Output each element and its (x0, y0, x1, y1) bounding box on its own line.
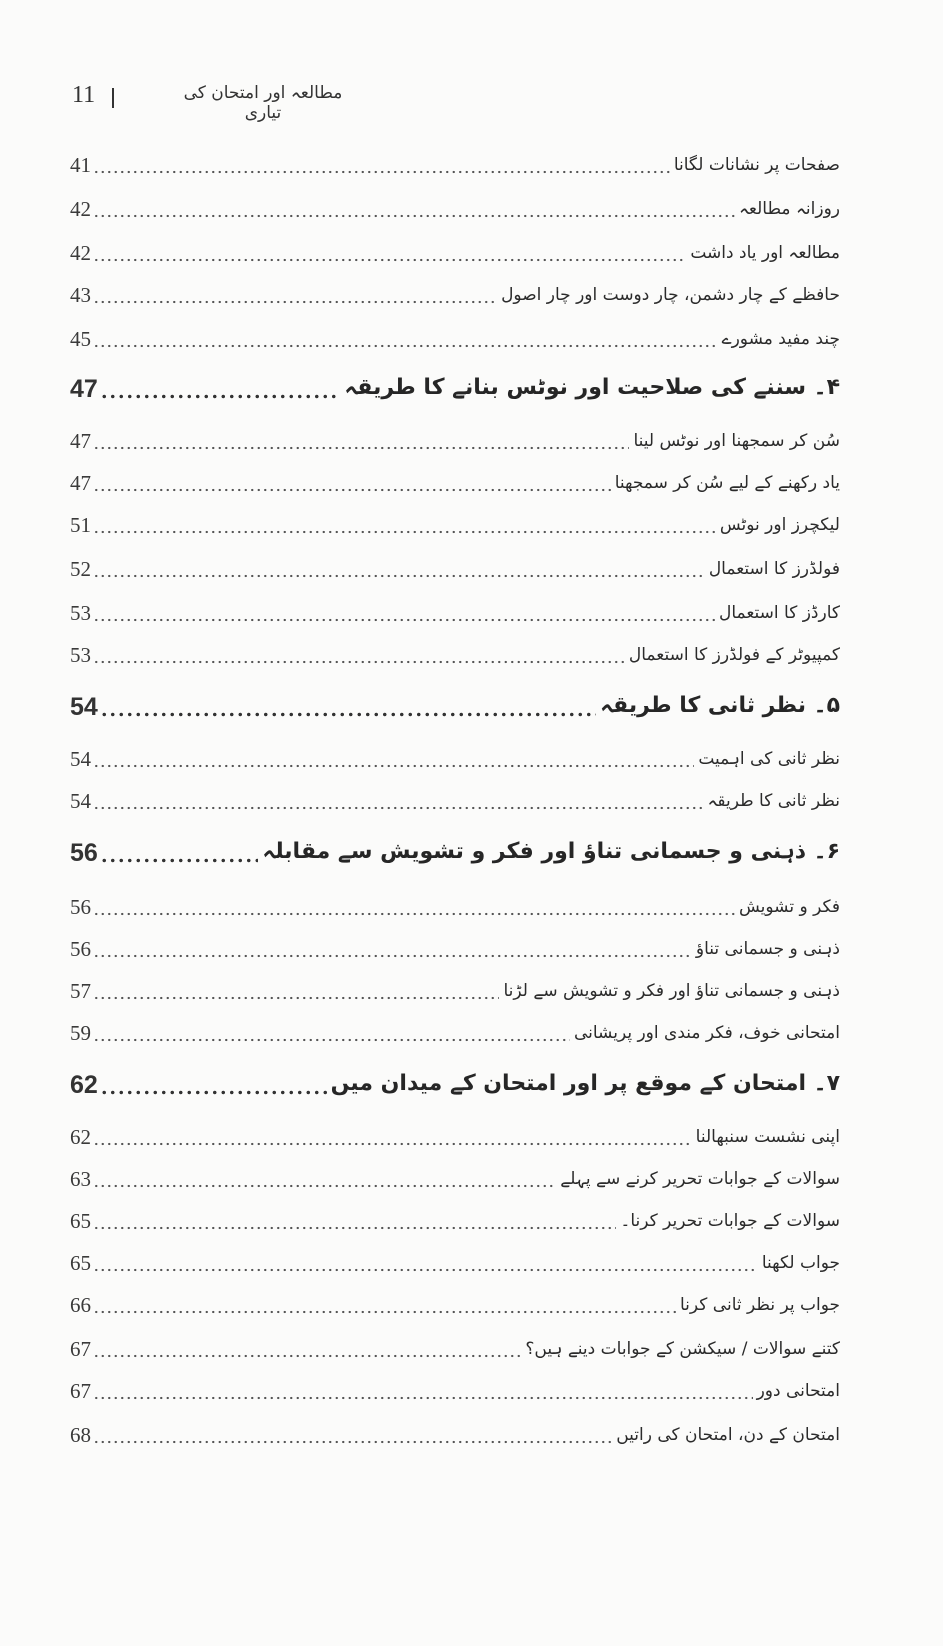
entry-title: کتنے سوالات / سیکشن کے جوابات دینے ہیں؟ (525, 1339, 840, 1360)
entry-title: فولڈرز کا استعمال (708, 559, 840, 580)
dot-leader (93, 938, 692, 958)
entry-title: فکر و تشویش (739, 897, 840, 918)
toc-entry[interactable] (70, 966, 840, 1006)
toc-entry[interactable] (70, 140, 840, 180)
toc-page-number: 54 (70, 747, 91, 771)
toc-chapter-heading[interactable] (70, 684, 840, 724)
toc-chapter-heading[interactable] (70, 830, 840, 870)
dot-leader (93, 430, 629, 450)
dot-leader (93, 1294, 676, 1314)
dot-leader (93, 198, 735, 218)
dot-leader (93, 242, 686, 262)
dot-leader (93, 1022, 570, 1042)
toc-page-number: 56 (70, 839, 98, 867)
dot-leader (93, 602, 715, 622)
dot-leader (93, 558, 705, 578)
entry-title: نظر ثانی کا طریقہ (707, 791, 840, 812)
toc-entry[interactable] (70, 1008, 840, 1048)
toc-entry[interactable] (70, 1280, 840, 1320)
toc-page-number: 53 (70, 601, 91, 625)
dot-leader (93, 1338, 521, 1358)
chapter-title: ۵۔ نظر ثانی کا طریقہ (600, 693, 840, 719)
entry-title: ذہنی و جسمانی تناؤ اور فکر و تشویش سے لڑنا (503, 981, 840, 1002)
dot-leader (93, 980, 499, 1000)
toc-page-number: 53 (70, 643, 91, 667)
toc-entry[interactable] (70, 1238, 840, 1278)
entry-title: کمپیوٹر کے فولڈرز کا استعمال (628, 645, 840, 666)
dot-leader (93, 1210, 616, 1230)
toc-page-number: 47 (70, 375, 98, 403)
toc-entry[interactable] (70, 588, 840, 628)
toc-page-number: 52 (70, 557, 91, 581)
toc-page-number: 68 (70, 1423, 91, 1447)
toc-entry[interactable] (70, 1410, 840, 1450)
toc-page-number: 67 (70, 1337, 91, 1361)
toc-entry[interactable] (70, 1196, 840, 1236)
entry-title: حافظے کے چار دشمن، چار دوست اور چار اصول (501, 285, 840, 306)
dot-leader (93, 644, 625, 664)
toc-page-number: 41 (70, 153, 91, 177)
toc-page-number: 43 (70, 283, 91, 307)
toc-entry[interactable] (70, 314, 840, 354)
toc-page-number: 65 (70, 1251, 91, 1275)
toc-page-number: 59 (70, 1021, 91, 1045)
toc-entry[interactable] (70, 882, 840, 922)
entry-title: کارڈز کا استعمال (718, 603, 840, 624)
toc-page-number: 56 (70, 937, 91, 961)
entry-title: سوالات کے جوابات تحریر کرنے سے پہلے (560, 1169, 840, 1190)
chapter-title: ۷۔ امتحان کے موقع پر اور امتحان کے میدان میں (330, 1071, 840, 1097)
toc-page-number: 66 (70, 1293, 91, 1317)
toc-entry[interactable] (70, 1366, 840, 1406)
toc-entry[interactable] (70, 270, 840, 310)
toc-chapter-heading[interactable] (70, 366, 840, 406)
toc-entry[interactable] (70, 630, 840, 670)
chapter-title: ۴۔ سننے کی صلاحیت اور نوٹس بنانے کا طریقہ (344, 375, 840, 401)
toc-page-number: 67 (70, 1379, 91, 1403)
dot-leader (93, 154, 670, 174)
toc-page-number: 42 (70, 197, 91, 221)
page-number: 11 (72, 82, 96, 108)
toc-page-number: 45 (70, 327, 91, 351)
dot-leader (93, 514, 716, 534)
dot-leader (93, 1380, 753, 1400)
toc-entry[interactable] (70, 184, 840, 224)
page-header (0, 82, 943, 123)
dot-leader (100, 379, 341, 399)
toc-entry[interactable] (70, 1154, 840, 1194)
entry-title: جواب لکھنا (761, 1253, 840, 1274)
toc-entry[interactable] (70, 1112, 840, 1152)
entry-title: اپنی نشست سنبھالنا (695, 1127, 840, 1148)
toc-page-number: 57 (70, 979, 91, 1003)
dot-leader (100, 1075, 327, 1095)
dot-leader (93, 1424, 612, 1444)
dot-leader (93, 790, 703, 810)
toc-entry[interactable] (70, 734, 840, 774)
entry-title: یاد رکھنے کے لیے سُن کر سمجھنا (614, 473, 840, 494)
entry-title: صفحات پر نشانات لگانا (673, 155, 840, 176)
toc-entry[interactable] (70, 228, 840, 268)
toc-page-number: 62 (70, 1125, 91, 1149)
entry-title: مطالعہ اور یاد داشت (690, 243, 840, 264)
entry-title: روزانہ مطالعہ (738, 199, 840, 220)
entry-title: سوالات کے جوابات تحریر کرنا۔ (620, 1211, 840, 1232)
toc-page-number: 54 (70, 693, 98, 721)
dot-leader (100, 697, 596, 717)
dot-leader (93, 896, 735, 916)
toc-page-number: 47 (70, 471, 91, 495)
toc-entry[interactable] (70, 1324, 840, 1364)
toc-page-number: 47 (70, 429, 91, 453)
chapter-title: ۶۔ ذہنی و جسمانی تناؤ اور فکر و تشویش سے مقابلہ (262, 839, 840, 865)
toc-entry[interactable] (70, 924, 840, 964)
toc-entry[interactable] (70, 500, 840, 540)
entry-title: امتحان کے دن، امتحان کی راتیں (616, 1425, 840, 1446)
toc-chapter-heading[interactable] (70, 1062, 840, 1102)
toc-entry[interactable] (70, 544, 840, 584)
dot-leader (93, 284, 497, 304)
dot-leader (93, 1126, 692, 1146)
toc-page-number: 54 (70, 789, 91, 813)
running-title: مطالعہ اور امتحان کی تیاری (183, 83, 343, 123)
dot-leader (93, 1252, 758, 1272)
entry-title: جواب پر نظر ثانی کرنا (680, 1295, 840, 1316)
dot-leader (93, 472, 611, 492)
toc-page-number: 51 (70, 513, 91, 537)
toc-entry[interactable] (70, 416, 840, 456)
entry-title: چند مفید مشورے (721, 329, 840, 350)
toc-page-number: 56 (70, 895, 91, 919)
entry-title: لیکچرز اور نوٹس (719, 515, 840, 536)
toc-page-number: 42 (70, 241, 91, 265)
entry-title: امتحانی دور (756, 1381, 840, 1402)
toc-page-number: 65 (70, 1209, 91, 1233)
entry-title: نظر ثانی کی اہمیت (698, 749, 840, 770)
toc-page-number: 63 (70, 1167, 91, 1191)
dot-leader (93, 1168, 556, 1188)
entry-title: امتحانی خوف، فکر مندی اور پریشانی (573, 1023, 840, 1044)
dot-leader (93, 328, 718, 348)
dot-leader (100, 843, 259, 863)
entry-title: سُن کر سمجھنا اور نوٹس لینا (633, 431, 840, 452)
dot-leader (93, 748, 694, 768)
entry-title: ذہنی و جسمانی تناؤ (695, 939, 840, 960)
toc-entry[interactable] (70, 776, 840, 816)
toc-page-number: 62 (70, 1071, 98, 1099)
header-divider (112, 88, 114, 108)
toc-entry[interactable] (70, 458, 840, 498)
